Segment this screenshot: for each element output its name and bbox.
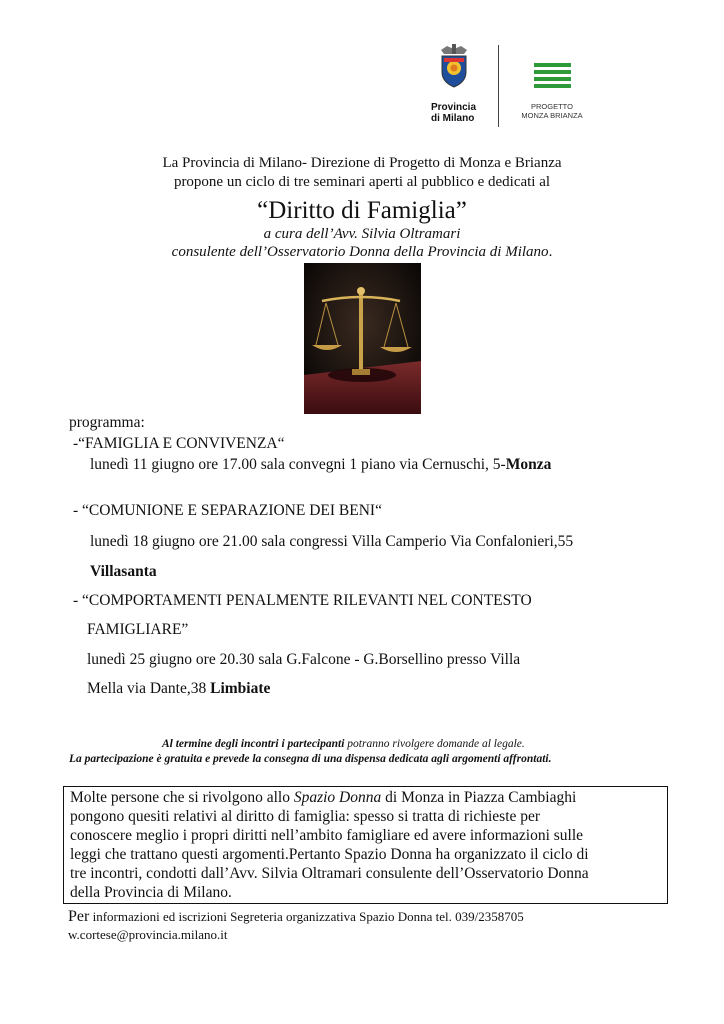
scales-of-justice-image xyxy=(304,263,421,414)
notes-line-1-rest: potranno rivolgere domande al legale. xyxy=(344,738,525,750)
contact-email[interactable]: w.cortese@provincia.milano.it xyxy=(68,927,228,942)
seminar-2-detail: lunedì 18 giugno ore 21.00 sala congressi Villa Camperio Via Confalonieri,55 xyxy=(90,533,574,550)
seminar-3-detail: lunedì 25 giugno ore 20.30 sala G.Falcone - G.Borsellino presso Villa xyxy=(87,651,521,668)
notes-line-2: La partecipazione è gratuita e prevede la consegna di una dispensa dedicata agli argomenti affrontati. xyxy=(69,753,552,765)
seminar-1-detail-text: lunedì 11 giugno ore 17.00 sala convegni 1 piano via Cernuschi, 5- xyxy=(90,456,506,473)
provincia-logo-line2: di Milano xyxy=(431,113,475,124)
page-title: “Diritto di Famiglia” xyxy=(257,197,467,224)
progetto-logo-line2: MONZA BRIANZA xyxy=(521,111,583,120)
logo-divider xyxy=(498,45,499,127)
contact-info: informazioni ed iscrizioni Segreteria organizzativa Spazio Donna tel. 039/2358705 xyxy=(89,909,524,924)
seminar-3-detail-cont-text: Mella via Dante,38 xyxy=(87,680,211,697)
seminar-3-title-cont: FAMIGLIARE” xyxy=(87,621,189,638)
seminar-1-title: -“FAMIGLIA E CONVIVENZA“ xyxy=(73,435,285,452)
provincia-di-milano-logo xyxy=(428,44,480,124)
programma-heading: programma: xyxy=(69,414,145,431)
notes-line-1 xyxy=(162,738,525,750)
box-line-1-pre: Molte persone che si rivolgono allo xyxy=(70,789,294,806)
scales-of-justice-icon xyxy=(304,263,421,414)
notes-line-1-bold: Al termine degli incontri i partecipanti xyxy=(162,738,345,750)
contact-per: Per xyxy=(68,908,90,925)
intro-line-1: La Provincia di Milano- Direzione di Progetto di Monza e Brianza xyxy=(162,155,562,171)
coat-of-arms-icon xyxy=(437,44,471,88)
curator-line: a cura dell’Avv. Silvia Oltramari xyxy=(263,226,461,242)
seminar-2-title: - “COMUNIONE E SEPARAZIONE DEI BENI“ xyxy=(73,502,382,519)
role-line xyxy=(0,243,724,261)
box-line-2: pongono quesiti relativi al diritto di famiglia: spesso si tratta di richieste per xyxy=(70,808,541,825)
green-bars-icon xyxy=(516,63,588,88)
progetto-monza-brianza-logo xyxy=(516,63,588,120)
role-suffix: . xyxy=(548,244,553,260)
box-line-1-em: Spazio Donna xyxy=(293,789,382,806)
box-line-6: della Provincia di Milano. xyxy=(70,884,232,901)
seminar-1-place: Monza xyxy=(505,456,552,473)
progetto-logo-line1: PROGETTO xyxy=(531,102,573,111)
box-line-1-post: di Monza in Piazza Cambiaghi xyxy=(381,789,577,806)
intro-line-2: propone un ciclo di tre seminari aperti al pubblico e dedicati al xyxy=(173,174,551,190)
seminar-3-place: Limbiate xyxy=(210,680,271,697)
box-line-1 xyxy=(70,789,576,807)
role-text: consulente dell’Osservatorio Donna della Provincia di Milano xyxy=(171,244,549,260)
seminar-3-title: - “COMPORTAMENTI PENALMENTE RILEVANTI NEL CONTESTO xyxy=(73,592,532,609)
seminar-2-place: Villasanta xyxy=(90,563,157,580)
box-line-5: tre incontri, condotti dall’Avv. Silvia Oltramari consulente dell’Osservatorio Donna xyxy=(70,865,589,882)
provincia-logo-line1: Provincia xyxy=(431,102,477,113)
seminar-3-detail-cont xyxy=(87,680,270,698)
contact-line-1 xyxy=(68,908,524,926)
box-line-4: leggi che trattano questi argomenti.Pertanto Spazio Donna ha organizzato il ciclo di xyxy=(70,846,589,863)
seminar-1-detail xyxy=(90,456,551,474)
box-line-3: conoscere meglio i propri diritti nell’ambito famigliare ed avere informazioni sulle xyxy=(70,827,584,844)
